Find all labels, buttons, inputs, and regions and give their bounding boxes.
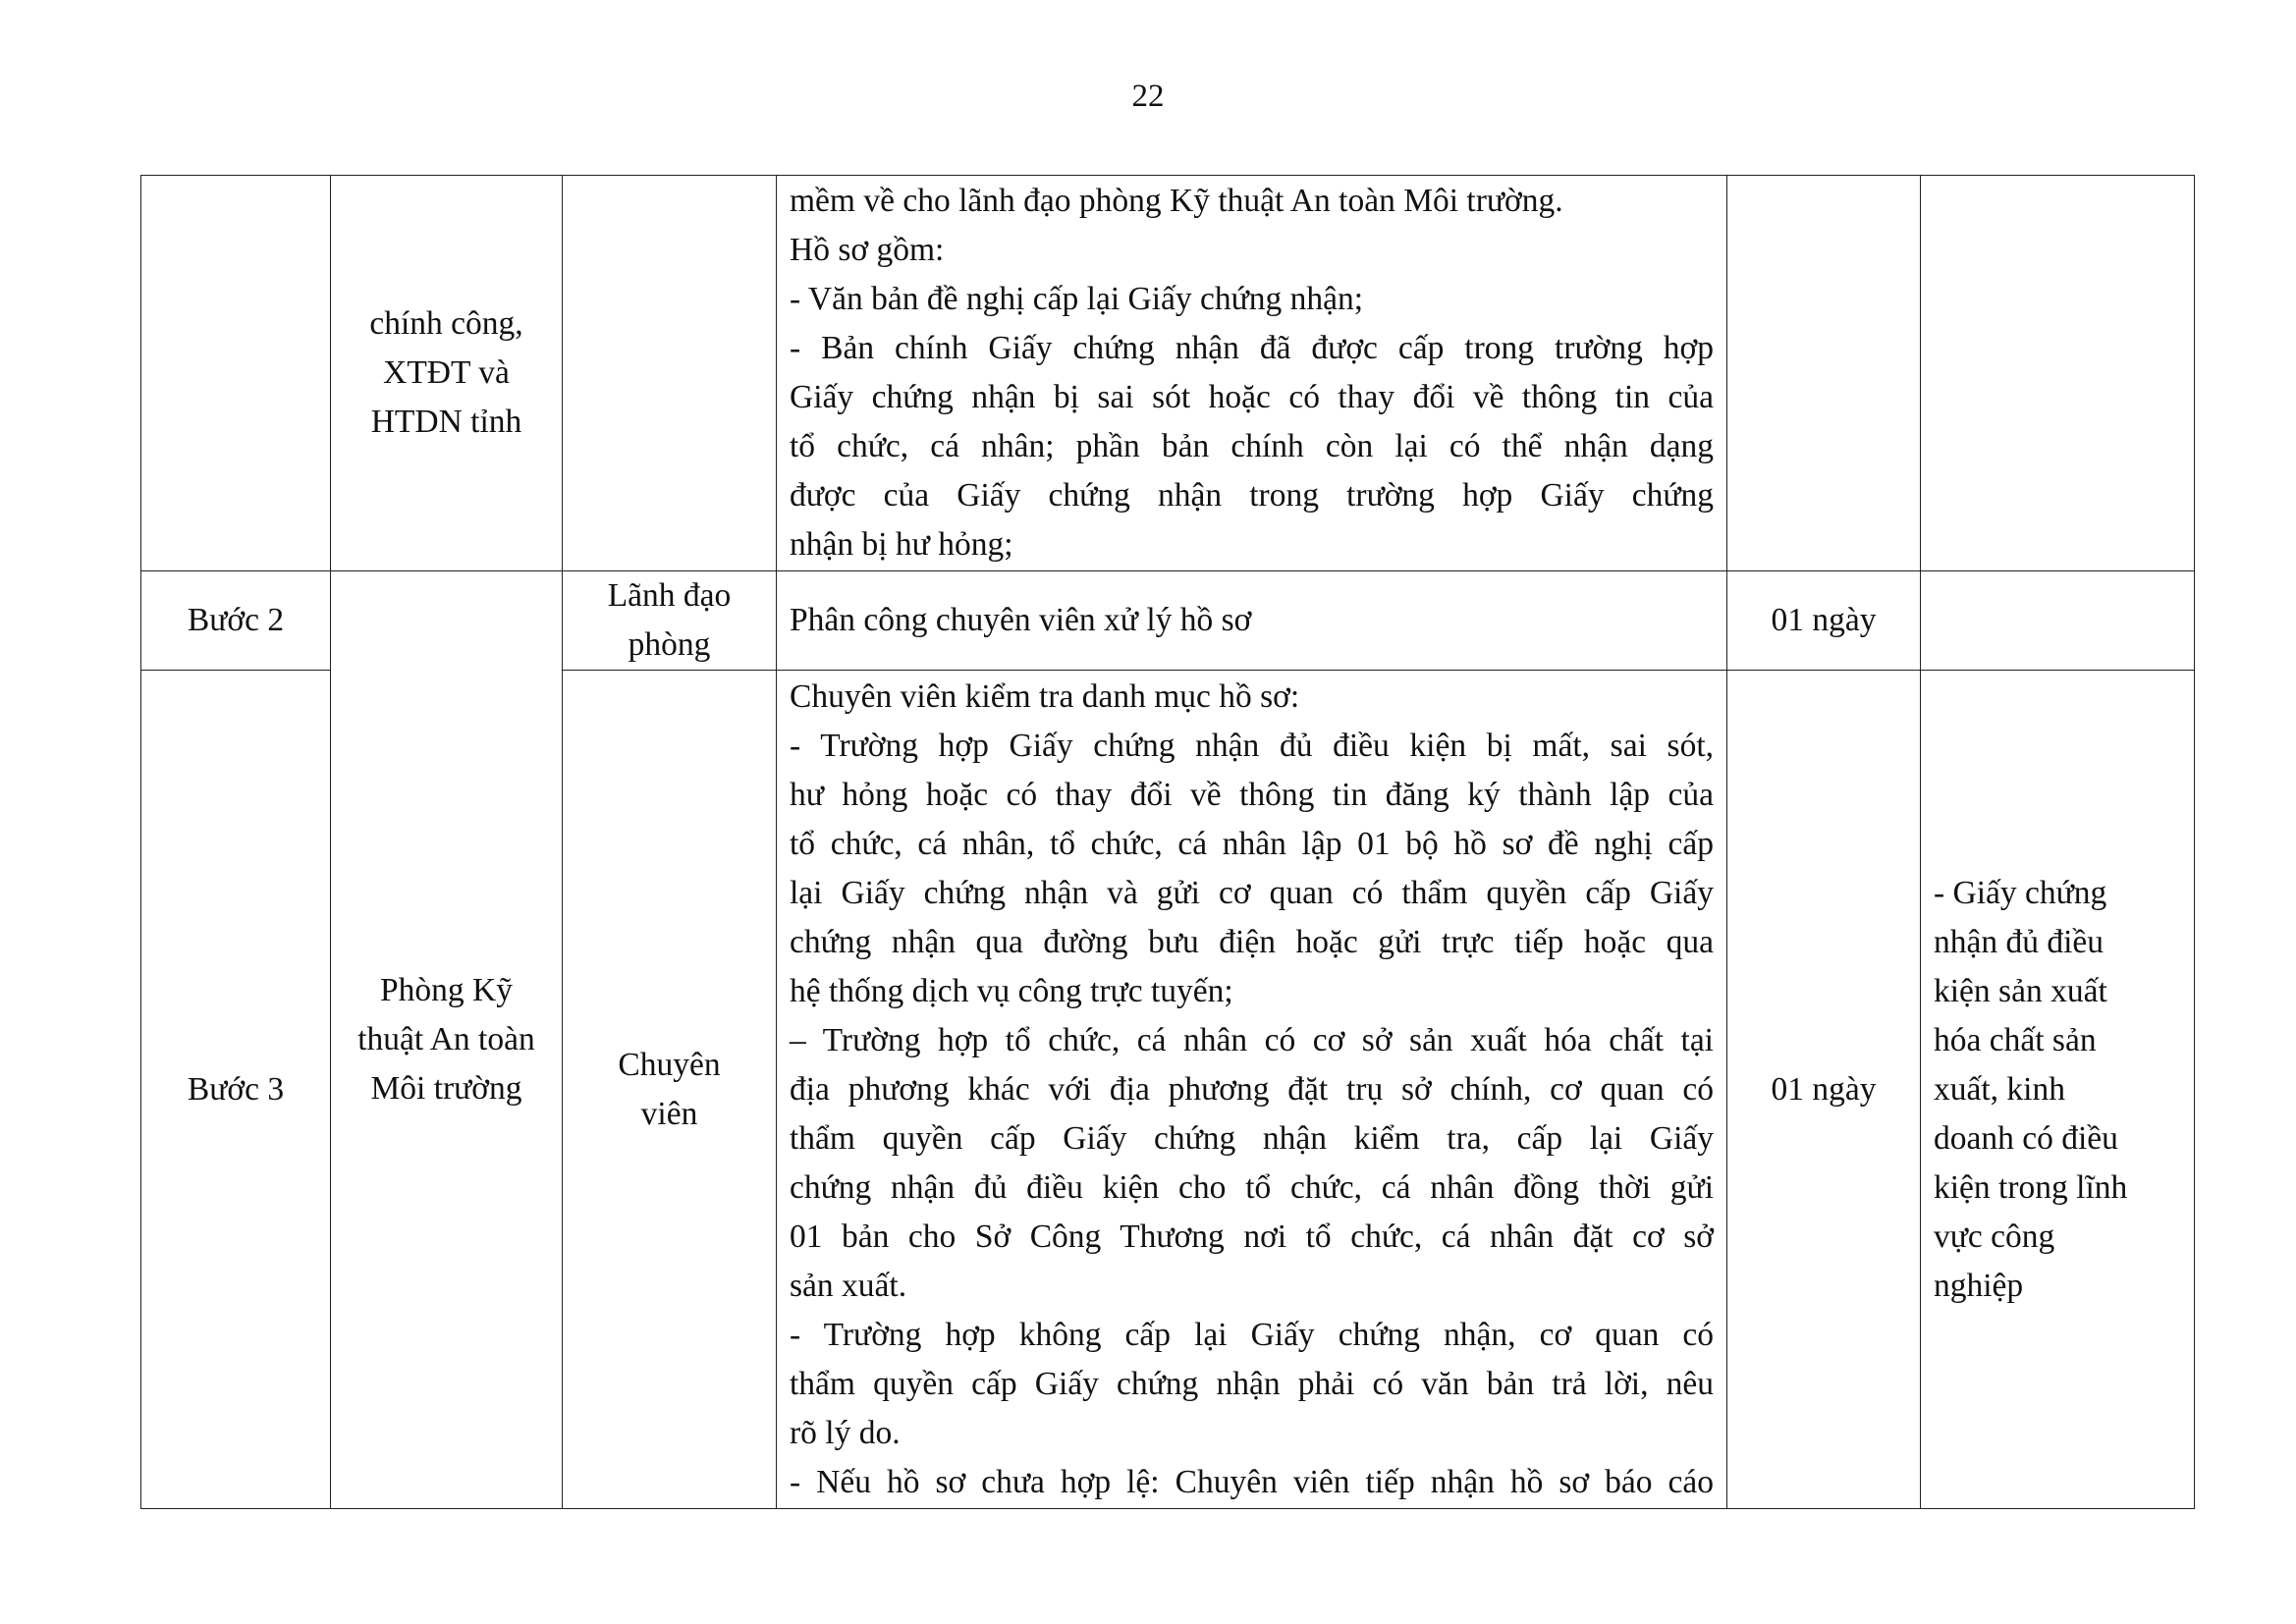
content-line: chứng nhận đủ điều kiện cho tổ chức, cá nhân đồng thời gửi (790, 1168, 1714, 1206)
role-cell-empty (563, 176, 777, 571)
result-cell-empty (1921, 176, 2195, 571)
content-cell: Phân công chuyên viên xử lý hồ sơ (777, 571, 1727, 671)
content-cell (777, 671, 1727, 1509)
result-line: hóa chất sản (1934, 1021, 2097, 1058)
content-cell (777, 176, 1727, 571)
step-cell-empty (141, 176, 331, 571)
result-line: xuất, kinh (1934, 1070, 2065, 1108)
content-line: - Trường hợp Giấy chứng nhận đủ điều kiện bị mất, sai sót, (790, 727, 1714, 764)
content-line: hư hỏng hoặc có thay đổi về thông tin đăng ký thành lập của (790, 776, 1714, 813)
role-line: phòng (628, 626, 711, 663)
step-label: Bước 2 (141, 571, 331, 671)
role-line: Chuyên (618, 1046, 721, 1083)
content-line: Hồ sơ gồm: (790, 232, 945, 268)
content-line: - Văn bản đề nghị cấp lại Giấy chứng nhận; (790, 281, 1364, 317)
result-line: nghiệp (1934, 1267, 2024, 1304)
content-line: - Trường hợp không cấp lại Giấy chứng nhận, cơ quan có (790, 1316, 1714, 1353)
content-line: rõ lý do. (790, 1414, 901, 1451)
unit-line: Phòng Kỹ (380, 972, 513, 1008)
unit-line: thuật An toàn (357, 1021, 535, 1057)
page-number: 22 (1131, 79, 1165, 114)
role-cell (563, 571, 777, 671)
content-line: 01 bản cho Sở Công Thương nơi tổ chức, cá nhân đặt cơ sở (790, 1218, 1714, 1255)
content-line: - Nếu hồ sơ chưa hợp lệ: Chuyên viên tiếp nhận hồ sơ báo cáo (790, 1463, 1714, 1500)
content-line: – Trường hợp tổ chức, cá nhân có cơ sở sản xuất hóa chất tại (790, 1021, 1714, 1058)
content-line: Chuyên viên kiểm tra danh mục hồ sơ: (790, 677, 1300, 715)
role-line: viên (640, 1095, 698, 1132)
table-row-continuation (141, 176, 2195, 571)
table-row-step-2 (141, 571, 2195, 671)
duration-cell-empty (1727, 176, 1921, 571)
content-line: Giấy chứng nhận bị sai sót hoặc có thay đổi về thông tin của (790, 379, 1714, 415)
step-label: Bước 3 (141, 671, 331, 1509)
result-cell (1921, 671, 2195, 1509)
result-line: - Giấy chứng (1934, 874, 2107, 911)
content-line: nhận bị hư hỏng; (790, 526, 1013, 563)
content-line: được của Giấy chứng nhận trong trường hợp Giấy chứng (790, 477, 1714, 514)
content-line: thẩm quyền cấp Giấy chứng nhận kiểm tra, cấp lại Giấy (790, 1119, 1714, 1157)
unit-cell (331, 176, 563, 571)
unit-line: XTĐT và (383, 354, 510, 391)
content-line: tổ chức, cá nhân, tổ chức, cá nhân lập 01 bộ hồ sơ đề nghị cấp (790, 825, 1714, 862)
role-line: Lãnh đạo (607, 577, 732, 614)
procedure-table (140, 175, 2195, 1509)
content-line: - Bản chính Giấy chứng nhận đã được cấp trong trường hợp (790, 330, 1714, 366)
result-line: kiện sản xuất (1934, 972, 2107, 1009)
content-line: lại Giấy chứng nhận và gửi cơ quan có thẩm quyền cấp Giấy (790, 874, 1714, 911)
unit-line: HTDN tỉnh (370, 404, 522, 440)
role-cell (563, 671, 777, 1509)
unit-line: Môi trường (370, 1070, 522, 1107)
unit-line: chính công, (369, 305, 523, 342)
content-line: địa phương khác với địa phương đặt trụ sở chính, cơ quan có (790, 1070, 1714, 1108)
content-line: thẩm quyền cấp Giấy chứng nhận phải có văn bản trả lời, nêu (790, 1365, 1714, 1402)
content-line: sản xuất. (790, 1267, 907, 1304)
result-line: vực công (1934, 1218, 2055, 1255)
duration-cell: 01 ngày (1727, 671, 1921, 1509)
unit-cell (331, 571, 563, 1509)
content-line: hệ thống dịch vụ công trực tuyến; (790, 972, 1233, 1009)
result-cell-empty (1921, 571, 2195, 671)
result-line: kiện trong lĩnh (1934, 1168, 2128, 1206)
content-line: chứng nhận qua đường bưu điện hoặc gửi trực tiếp hoặc qua (790, 923, 1714, 960)
content-line: tổ chức, cá nhân; phần bản chính còn lại có thể nhận dạng (790, 428, 1714, 464)
result-line: nhận đủ điều (1934, 923, 2105, 960)
content-line: mềm về cho lãnh đạo phòng Kỹ thuật An toàn Môi trường. (790, 183, 1563, 219)
result-line: doanh có điều (1934, 1119, 2118, 1157)
duration-cell: 01 ngày (1727, 571, 1921, 671)
